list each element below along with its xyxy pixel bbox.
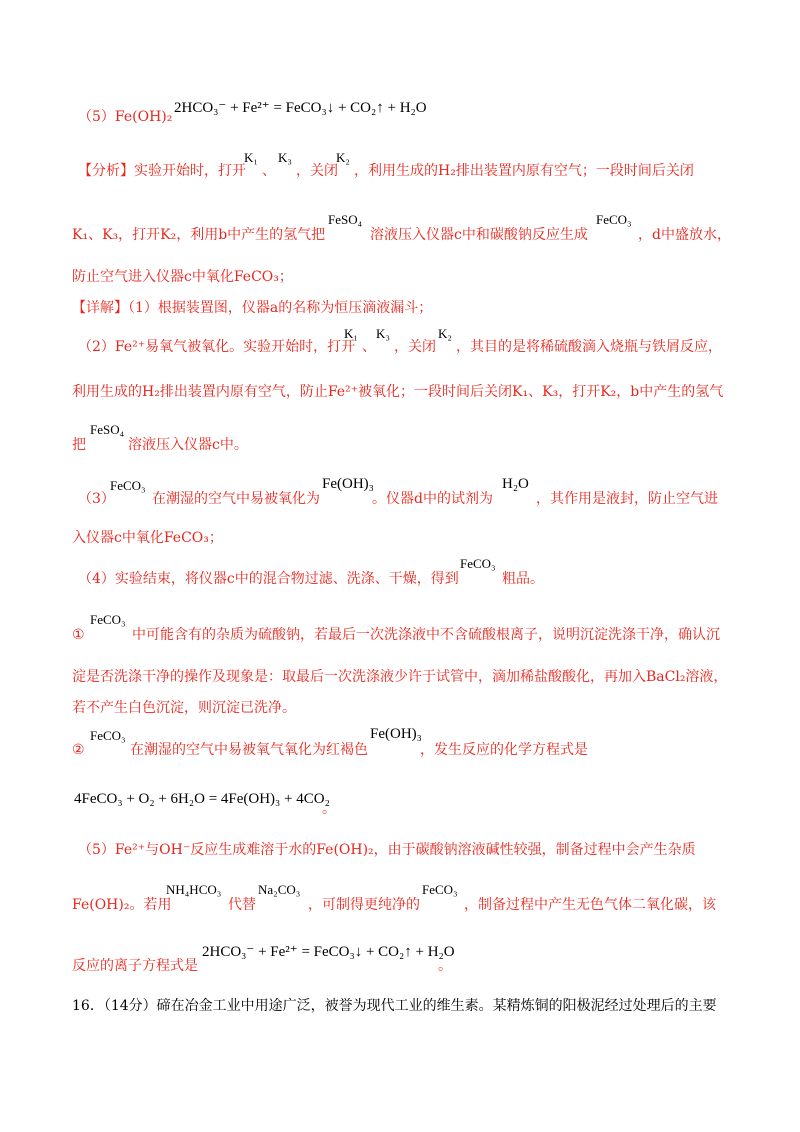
detail-15a: 反应的离子方程式是 (72, 958, 198, 974)
question-16: 16．（14分）碲在冶金工业中用途广泛，被誉为现代工业的维生素。某精炼铜的阳极泥经过处理后的主要 (72, 998, 717, 1014)
formula-feoh3-a: Fe(OH)₃ (322, 476, 374, 492)
analysis-line-1c: ，关闭 (296, 163, 338, 179)
formula-feso4-b: FeSO₄ (90, 422, 125, 437)
analysis-line-1d: ，利用生成的H₂排出装置内原有空气；一段时间后关闭 (354, 163, 694, 179)
analysis-line-2c: ，d中盛放水， (638, 227, 731, 243)
detail-8b: 中可能含有的杂质为硫酸钠，若最后一次洗涤液中不含硫酸根离子，说明沉淀洗涤干净，确认沉 (132, 627, 720, 643)
formula-feco3-d: FeCO₃ (90, 612, 126, 627)
formula-k3-b: K₃ (376, 326, 390, 341)
detail-8a: ① (72, 627, 85, 643)
detail-2d: ，其目的是将稀硫酸滴入烧瓶与铁屑反应， (456, 339, 722, 355)
detail-11b: 在潮湿的空气中易被氧气氧化为红褐色 (130, 742, 368, 758)
detail-7a: （4）实验结束，将仪器c中的混合物过滤、洗涤、干燥，得到 (78, 571, 459, 587)
formula-feco3-f: FeCO₃ (422, 882, 458, 897)
formula-feso4-a: FeSO₄ (328, 212, 363, 227)
formula-k1-a: K₁ (244, 150, 258, 165)
ionic-equation-bottom: 2HCO₃⁻ + Fe²⁺ = FeCO₃↓ + CO₂↑ + H₂O (202, 944, 455, 960)
detail-14b: 代替 (228, 897, 256, 913)
ionic-equation-top: 2HCO₃⁻ + Fe²⁺ = FeCO₃↓ + CO₂↑ + H₂O (174, 100, 427, 116)
detail-5a: （3） (78, 491, 115, 507)
detail-11a: ② (72, 742, 85, 758)
formula-na2co3: Na₂CO₃ (258, 882, 301, 897)
formula-feco3-c: FeCO₃ (460, 556, 496, 571)
detail-2a: （2）Fe²⁺易氧气被氧化。实验开始时，打开 (78, 339, 356, 355)
analysis-line-1a: 【分析】实验开始时，打开 (78, 163, 246, 179)
detail-7b: 粗品。 (502, 571, 544, 587)
analysis-line-2b: 溶液压入仪器c中和碳酸钠反应生成 (370, 227, 588, 243)
formula-feoh3-b: Fe(OH)₃ (370, 726, 422, 742)
answer-5-label: （5）Fe(OH)₂ (78, 109, 173, 125)
detail-1: 【详解】（1）根据装置图，仪器a的名称为恒压滴液漏斗； (72, 300, 433, 316)
detail-10: 若不产生白色沉淀，则沉淀已洗净。 (72, 700, 296, 716)
formula-k2-b: K₂ (438, 326, 452, 341)
detail-5c: 。仪器d中的试剂为 (372, 491, 493, 507)
detail-12-period: 。 (322, 801, 336, 817)
formula-feco3-b: FeCO₃ (110, 478, 146, 493)
detail-11c: ，发生反应的化学方程式是 (420, 742, 588, 758)
detail-14c: ，可制得更纯净的 (308, 897, 420, 913)
detail-2b: 、 (362, 339, 376, 355)
formula-k2-a: K₂ (336, 150, 350, 165)
detail-13: （5）Fe²⁺与OH⁻反应生成难溶于水的Fe(OH)₂，由于碳酸钠溶液碱性较强，制备过程中会产生杂质 (78, 842, 696, 858)
detail-14a: Fe(OH)₂。若用 (72, 897, 172, 913)
detail-14d: ，制备过程中产生无色气体二氧化碳，该 (464, 897, 716, 913)
detail-5d: ，其作用是液封，防止空气进 (536, 491, 718, 507)
analysis-line-3: 防止空气进入仪器c中氧化FeCO₃； (72, 269, 293, 285)
analysis-line-2a: K₁、K₃，打开K₂，利用b中产生的氢气把 (72, 227, 326, 243)
detail-3: 利用生成的H₂排出装置内原有空气，防止Fe²⁺被氧化；一段时间后关闭K₁、K₃，打开K₂，b中产生的氢气 (72, 384, 724, 400)
formula-h2o: H₂O (502, 476, 529, 492)
formula-feco3-a: FeCO₃ (596, 212, 632, 227)
detail-15b: 。 (438, 958, 452, 974)
formula-feco3-e: FeCO₃ (90, 728, 126, 743)
formula-nh4hco3: NH₄HCO₃ (166, 882, 222, 897)
formula-k1-b: K₁ (344, 326, 358, 341)
formula-k3-a: K₃ (278, 150, 292, 165)
detail-6: 入仪器c中氧化FeCO₃； (72, 530, 223, 546)
oxidation-equation: 4FeCO₃ + O₂ + 6H₂O = 4Fe(OH)₃ + 4CO₂ (74, 791, 330, 807)
detail-2c: ，关闭 (394, 339, 436, 355)
detail-4b: 溶液压入仪器c中。 (128, 437, 248, 453)
detail-9: 淀是否洗涤干净的操作及现象是：取最后一次洗涤液少许于试管中，滴加稀盐酸酸化，再加入BaCl₂溶液， (72, 669, 728, 685)
detail-4a: 把 (72, 437, 86, 453)
detail-5b: 在潮湿的空气中易被氧化为 (152, 491, 320, 507)
analysis-line-1b: 、 (262, 163, 276, 179)
